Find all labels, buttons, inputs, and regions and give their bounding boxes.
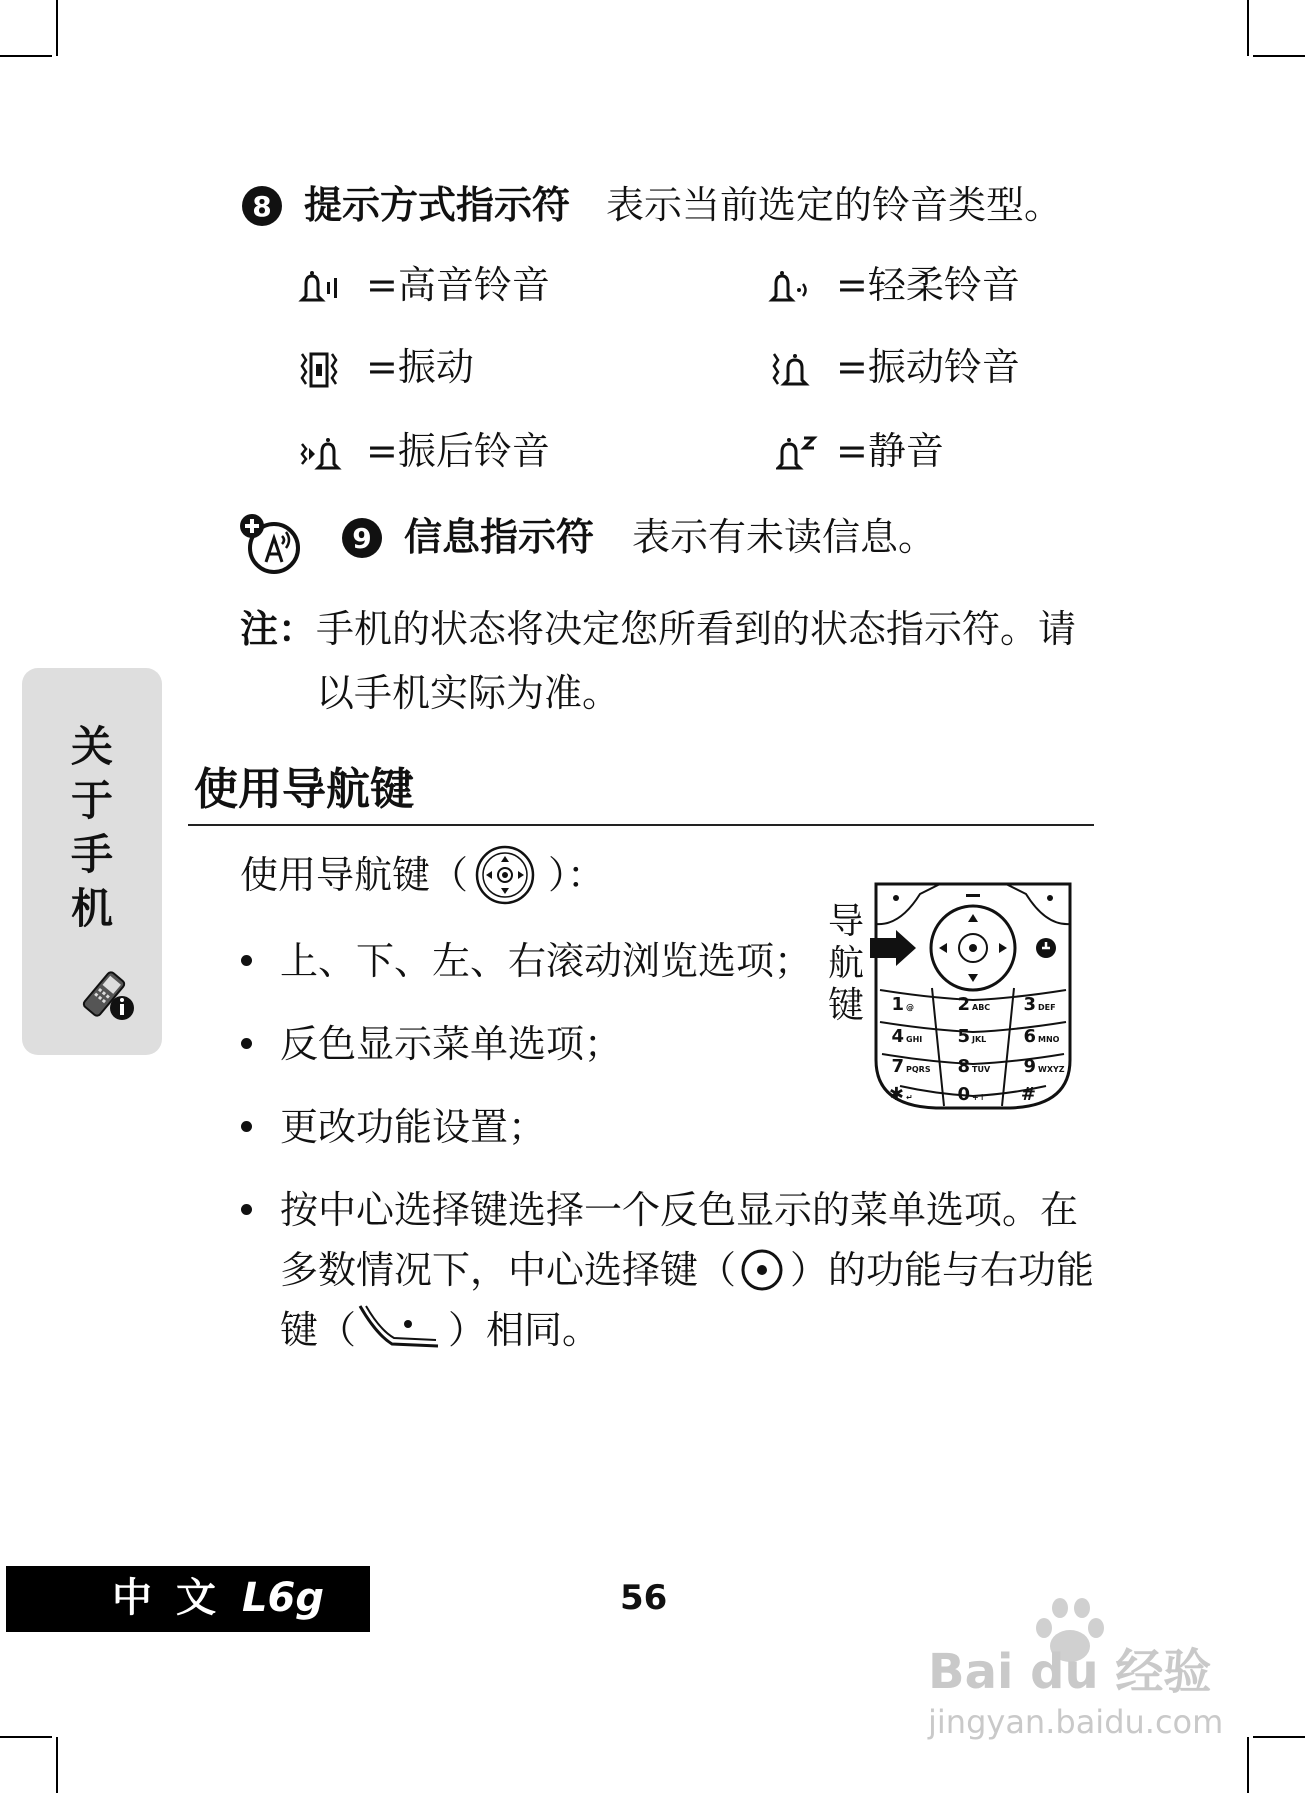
note-label: 注： bbox=[240, 607, 317, 651]
vibrate-icon bbox=[298, 350, 344, 390]
message-indicator-icon bbox=[238, 512, 306, 576]
section-8-description: 表示当前选定的铃音类型。 bbox=[606, 183, 1063, 227]
bullet-text-line: 按中心选择键选择一个反色显示的菜单选项。在 bbox=[280, 1188, 1079, 1232]
nav-intro-suffix: ）： bbox=[548, 853, 606, 897]
bullet-text: 更改功能设置； bbox=[280, 1105, 547, 1149]
phone-info-icon bbox=[78, 968, 138, 1024]
bullet-dot bbox=[241, 1038, 252, 1049]
vibrate-and-ring-icon bbox=[770, 350, 816, 390]
keypad-label-char: 键 bbox=[828, 985, 865, 1026]
keypad-key-main: 5 bbox=[957, 1026, 970, 1047]
right-soft-key-icon bbox=[356, 1302, 442, 1352]
ring-type-label: =振后铃音 bbox=[366, 429, 550, 473]
ring-type-label: =轻柔铃音 bbox=[836, 263, 1020, 307]
section-9-title: 信息指示符 bbox=[404, 515, 595, 559]
crop-mark bbox=[1253, 55, 1305, 57]
keypad-key-main: 0 bbox=[957, 1084, 970, 1105]
side-tab-char: 手 bbox=[70, 830, 113, 879]
keypad-key-sub: WXYZ bbox=[1038, 1065, 1065, 1074]
loud-ring-icon bbox=[298, 270, 344, 306]
footer-language-box bbox=[6, 1566, 370, 1632]
keypad-key-sub: DEF bbox=[1038, 1003, 1056, 1012]
keypad-key-sub: TUV bbox=[972, 1065, 991, 1074]
nav-intro-prefix: 使用导航键（ bbox=[240, 853, 469, 897]
page-number: 56 bbox=[620, 1578, 668, 1618]
section-8-title: 提示方式指示符 bbox=[304, 183, 571, 227]
keypad-key-main: 2 bbox=[957, 994, 970, 1015]
bullet-text-line: 多数情况下，中心选择键（ bbox=[280, 1248, 737, 1292]
bullet-dot bbox=[241, 1121, 252, 1132]
note-line-2: 以手机实际为准。 bbox=[316, 671, 621, 715]
keypad-key-sub: +↑ bbox=[972, 1093, 986, 1102]
ring-type-label: =振动 bbox=[366, 345, 474, 389]
crop-mark bbox=[1247, 1737, 1249, 1793]
ring-type-label: =高音铃音 bbox=[366, 263, 550, 307]
bullet-text: 上、下、左、右滚动浏览选项； bbox=[280, 939, 813, 983]
keypad-key-main: # bbox=[1020, 1084, 1036, 1105]
watermark-url: jingyan.baidu.com bbox=[928, 1703, 1224, 1741]
center-select-key-icon bbox=[740, 1248, 784, 1292]
nav-key-icon bbox=[474, 844, 536, 906]
footer-lang-char: 中 bbox=[112, 1575, 152, 1621]
keypad-key-sub: ABC bbox=[972, 1003, 991, 1012]
keypad-key-main: 8 bbox=[957, 1056, 970, 1077]
keypad-key-main: 4 bbox=[891, 1026, 904, 1047]
vibrate-then-ring-icon bbox=[298, 434, 344, 474]
keypad-key-main: 3 bbox=[1023, 994, 1036, 1015]
crop-mark bbox=[56, 0, 58, 56]
side-tab-char: 机 bbox=[70, 884, 113, 933]
bullet-text-line: ）的功能与右功能 bbox=[790, 1248, 1095, 1292]
crop-mark bbox=[1253, 1736, 1305, 1738]
keypad-key-main: 7 bbox=[891, 1056, 904, 1077]
soft-ring-icon bbox=[768, 270, 814, 306]
keypad-label-char: 航 bbox=[828, 943, 865, 984]
crop-mark bbox=[1247, 0, 1249, 56]
footer-lang-char: 文 bbox=[176, 1575, 216, 1621]
ring-type-label: =振动铃音 bbox=[836, 345, 1020, 389]
keypad-key-sub: GHI bbox=[906, 1035, 923, 1044]
side-chapter-tab bbox=[22, 668, 162, 1055]
section-9-description: 表示有未读信息。 bbox=[632, 515, 937, 559]
crop-mark bbox=[0, 55, 52, 57]
bullet-text-line: ）相同。 bbox=[448, 1308, 601, 1352]
section-9-badge: 9 bbox=[342, 518, 382, 558]
bullet-text: 反色显示菜单选项； bbox=[280, 1022, 623, 1066]
keypad-key-main: 9 bbox=[1023, 1056, 1036, 1077]
keypad-key-sub: MNO bbox=[1038, 1035, 1060, 1044]
section-8-badge: 8 bbox=[242, 186, 282, 226]
keypad-key-sub: @ bbox=[906, 1003, 914, 1012]
crop-mark bbox=[56, 1737, 58, 1793]
keypad-label-char: 导 bbox=[828, 901, 865, 942]
section-divider bbox=[188, 824, 1094, 826]
keypad-key-main: 6 bbox=[1023, 1026, 1036, 1047]
ring-type-label: =静音 bbox=[836, 429, 944, 473]
section-heading: 使用导航键 bbox=[194, 764, 414, 815]
keypad-key-main: ✱ bbox=[888, 1084, 904, 1105]
watermark-brand: Bai du 经验 bbox=[928, 1644, 1212, 1700]
bullet-dot bbox=[241, 955, 252, 966]
keypad-key-main: 1 bbox=[891, 994, 904, 1015]
side-tab-char: 关 bbox=[70, 722, 113, 771]
silent-icon bbox=[776, 432, 822, 472]
keypad-key-sub: ↵ bbox=[906, 1093, 913, 1102]
note-line-1: 手机的状态将决定您所看到的状态指示符。请 bbox=[316, 607, 1077, 651]
phone-keypad-illustration bbox=[870, 880, 1076, 1112]
keypad-key-sub: JKL bbox=[972, 1035, 987, 1044]
bullet-text-line: 键（ bbox=[280, 1308, 357, 1352]
keypad-key-sub: PQRS bbox=[906, 1065, 931, 1074]
crop-mark bbox=[0, 1736, 52, 1738]
footer-model: L6g bbox=[242, 1575, 324, 1621]
bullet-dot bbox=[241, 1204, 252, 1215]
side-tab-char: 于 bbox=[70, 776, 113, 825]
